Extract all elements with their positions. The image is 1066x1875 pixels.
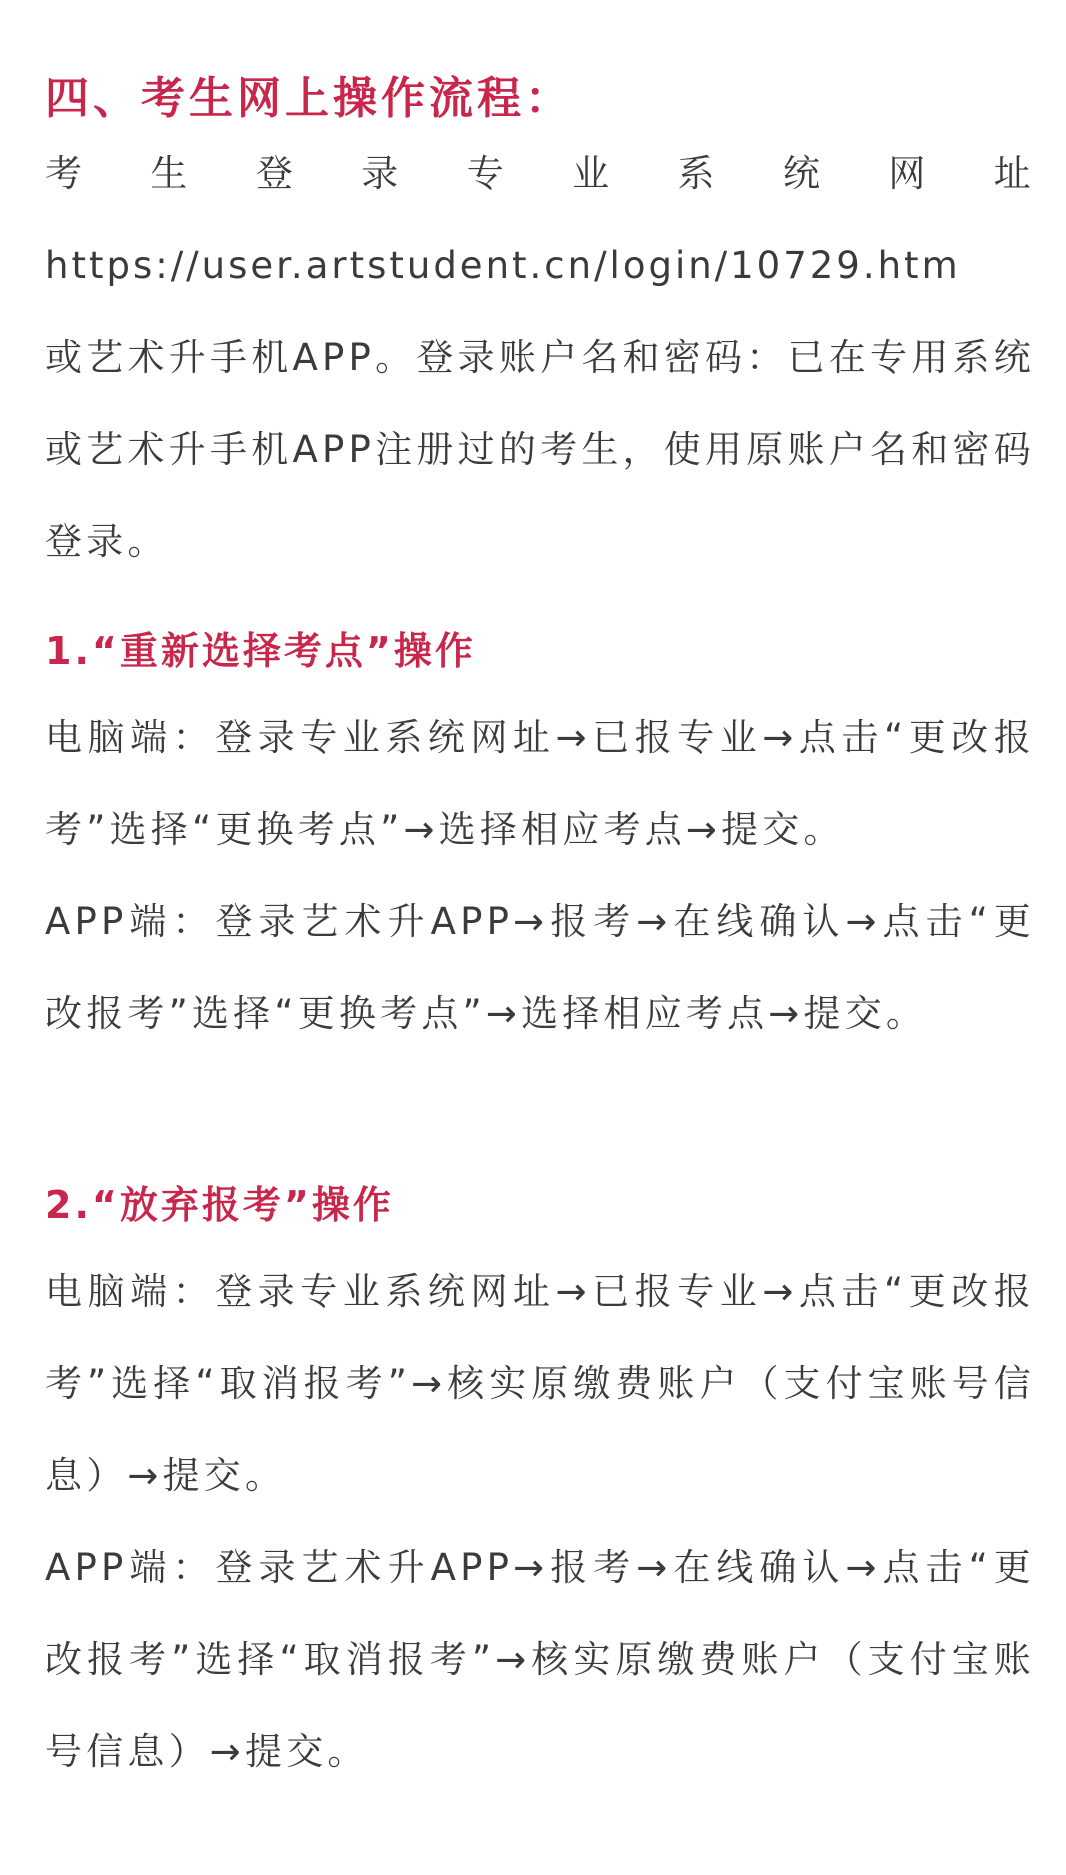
lead-char: 业 (572, 152, 614, 195)
section1-title: 1.“重新选择考点”操作 (45, 629, 476, 673)
section1-pc-paragraph: 电脑端：登录专业系统网址→已报专业→点击“更改报考”选择“更换考点”→选择相应考点→提交。 (45, 716, 1035, 851)
lead-char: 址 (993, 152, 1035, 195)
lead-char: 网 (888, 152, 930, 195)
section-title: 四、考生网上操作流程： (45, 73, 573, 124)
lead-char: 系 (677, 152, 719, 195)
lead-char: 生 (150, 152, 192, 195)
lead-char: 登 (255, 152, 298, 195)
section2-pc-paragraph: 电脑端：登录专业系统网址→已报专业→点击“更改报考”选择“取消报考”→核实原缴费账户（支付宝账号信息）→提交。 (45, 1270, 1035, 1497)
intro-rest-text: 或艺术升手机APP。登录账户名和密码：已在专用系统或艺术升手机APP注册过的考生，使用原账户名和密码登录。 (45, 336, 1035, 563)
section2-app-paragraph: APP端：登录艺术升APP→报考→在线确认→点击“更改报考”选择“取消报考”→核实原缴费账户（支付宝账号信息）→提交。 (45, 1546, 1035, 1773)
lead-char: 专 (466, 152, 508, 195)
lead-char: 考 (45, 152, 87, 195)
lead-char: 录 (361, 152, 403, 195)
system-url-link[interactable]: https://user.artstudent.cn/login/10729.htm (45, 244, 961, 287)
intro-paragraph (45, 128, 1035, 588)
section2-title: 2.“放弃报考”操作 (45, 1183, 394, 1227)
intro-lead-line (45, 128, 1035, 220)
section1-app-paragraph: APP端：登录艺术升APP→报考→在线确认→点击“更改报考”选择“更换考点”→选择相应考点→提交。 (45, 900, 1035, 1035)
lead-char: 统 (782, 152, 825, 195)
